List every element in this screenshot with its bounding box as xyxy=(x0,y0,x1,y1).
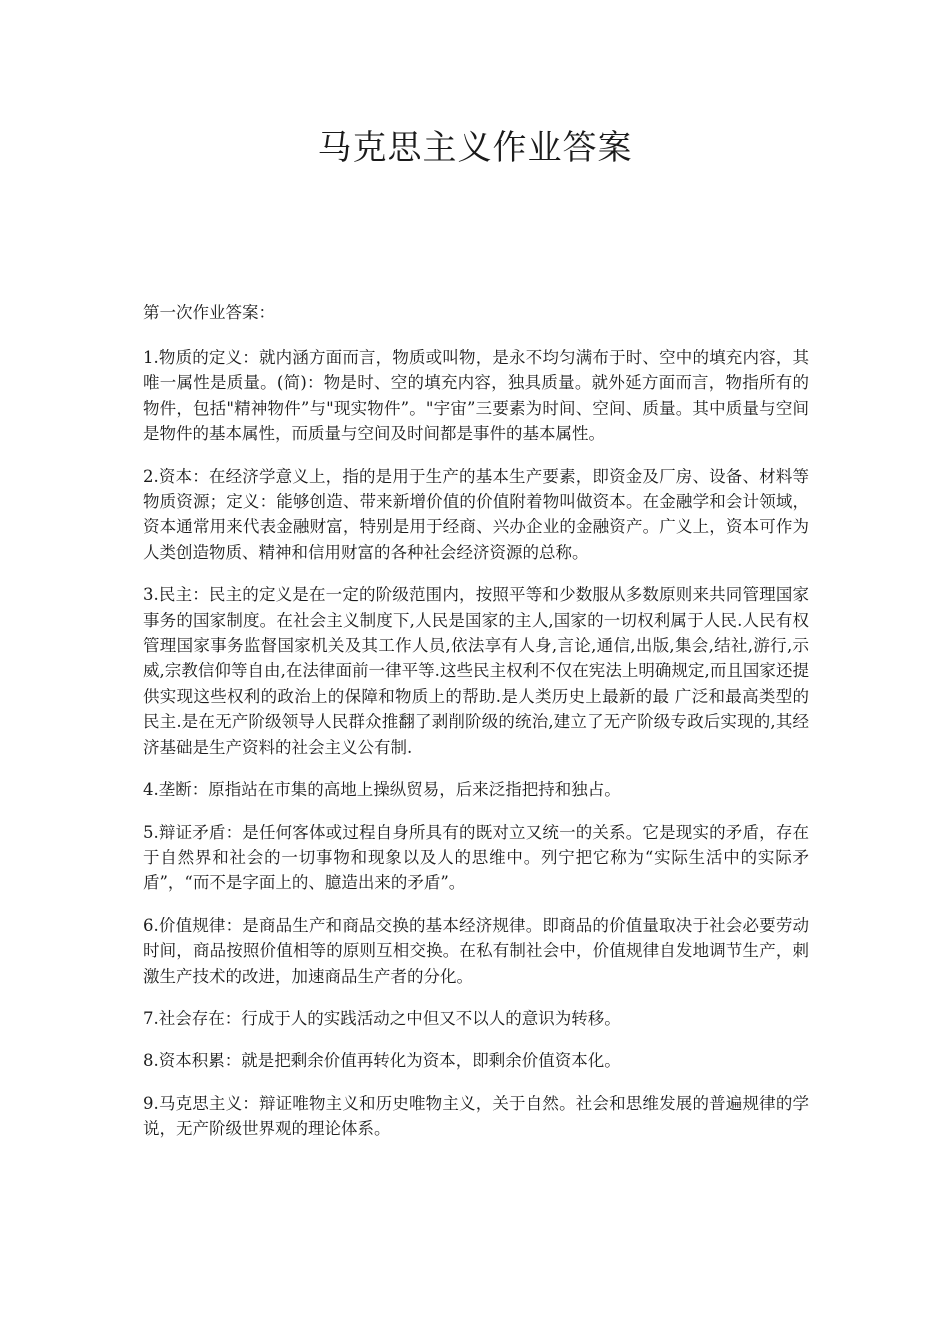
answer-paragraph-5: 5.辩证矛盾：是任何客体或过程自身所具有的既对立又统一的关系。它是现实的矛盾，存在于自然界和社会的一切事物和现象以及人的思维中。列宁把它称为“实际生活中的实际矛盾”，“而不是字面上的、臆造出来的矛盾”。 xyxy=(143,822,809,893)
document-body xyxy=(143,300,809,1159)
answer-paragraph-8: 8.资本积累：就是把剩余价值再转化为资本，即剩余价值资本化。 xyxy=(143,1051,621,1071)
document-title: 马克思主义作业答案 xyxy=(317,128,633,168)
answer-paragraph-4: 4.垄断：原指站在市集的高地上操纵贸易，后来泛指把持和独占。 xyxy=(143,780,621,800)
answer-paragraph-2: 2.资本：在经济学意义上，指的是用于生产的基本生产要素，即资金及厂房、设备、材料等物质资源；定义：能够创造、带来新增价值的价值附着物叫做资本。在金融学和会计领域，资本通常用来代表金融财富，特别是用于经商、兴办企业的金融资产。广义上，资本可作为人类创造物质、精神和信用财富的各种社会经济资源的总称。 xyxy=(143,466,809,562)
answer-paragraph-7: 7.社会存在：行成于人的实践活动之中但又不以人的意识为转移。 xyxy=(143,1008,621,1028)
answer-paragraph-6: 6.价值规律：是商品生产和商品交换的基本经济规律。即商品的价值量取决于社会必要劳动时间，商品按照价值相等的原则互相交换。在私有制社会中，价值规律自发地调节生产，刺激生产技术的改进，加速商品生产者的分化。 xyxy=(143,915,809,986)
answer-paragraph-3: 3.民主：民主的定义是在一定的阶级范围内，按照平等和少数服从多数原则来共同管理国家事务的国家制度。在社会主义制度下,人民是国家的主人,国家的一切权利属于人民.人民有权管理国家事务监督国家机关及其工作人员,依法享有人身,言论,通信,出版,集会,结社,游行,示威,宗教信仰等自由,在法律面前一律平等.这些民主权利不仅在宪法上明确规定,而且国家还提供实现这些权利的政治上的保障和物质上的帮助.是人类历史上最新的最 广泛和最高类型的民主.是在无产阶级领导人民群众推翻了剥削阶级的统治,建立了无产阶级专政后实现的,其经济基础是生产资料的社会主义公有制. xyxy=(143,585,809,757)
answer-paragraph-9: 9.马克思主义：辩证唯物主义和历史唯物主义，关于自然。社会和思维发展的普遍规律的学说，无产阶级世界观的理论体系。 xyxy=(143,1093,809,1139)
answer-paragraph-1: 1.物质的定义：就内涵方面而言，物质或叫物，是永不均匀满布于时、空中的填充内容，其唯一属性是质量。(简)：物是时、空的填充内容，独具质量。就外延方面而言，物指所有的物件，包括"精神物件”与"现实物件”。"宇宙”三要素为时间、空间、质量。其中质量与空间是物件的基本属性，而质量与空间及时间都是事件的基本属性。 xyxy=(143,348,809,444)
section-heading: 第一次作业答案： xyxy=(143,303,275,322)
